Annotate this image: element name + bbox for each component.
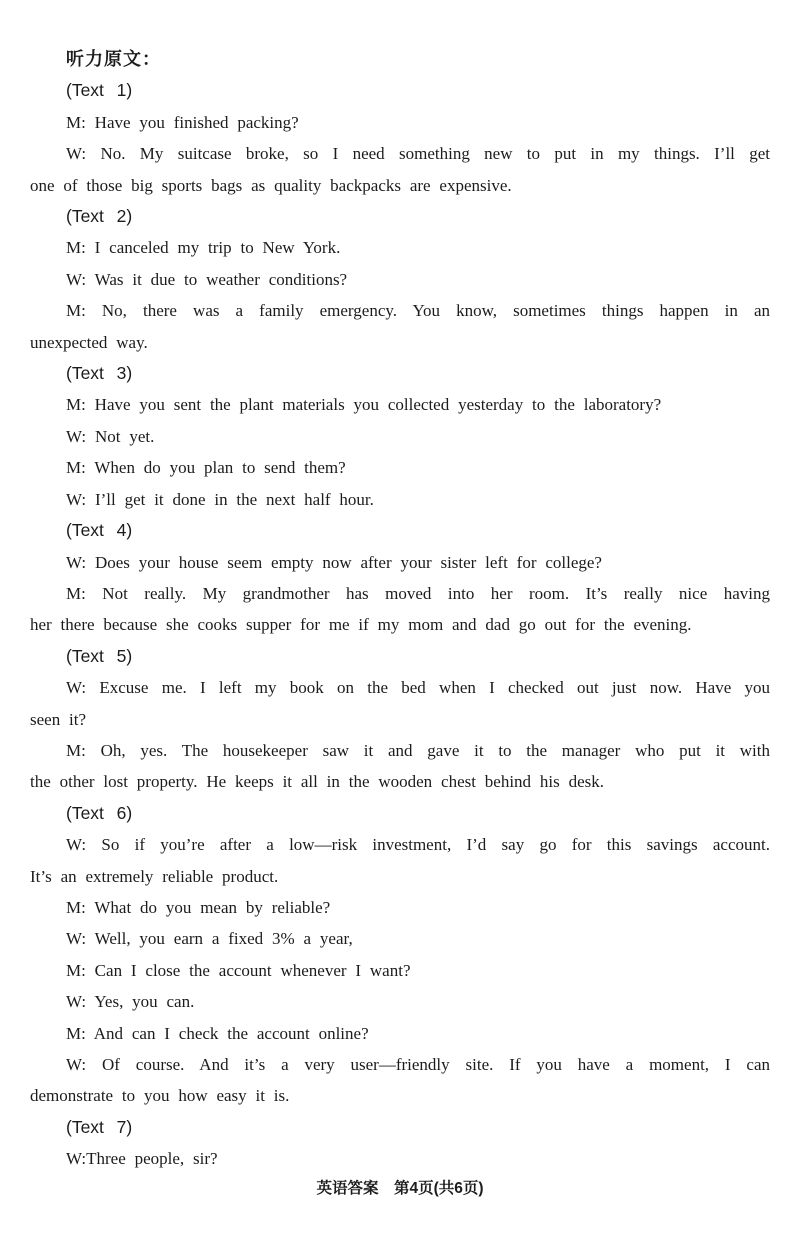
text-section-label: (Text 7) — [66, 1116, 133, 1137]
dialogue-line: M: When do you plan to send them? — [66, 458, 346, 478]
footer-page-indicator: 英语答案 第4页(共6页) — [316, 1179, 484, 1197]
text-section-label: (Text 2) — [66, 206, 133, 227]
dialogue-line: M: I canceled my trip to New York. — [66, 238, 341, 258]
text-section-label: (Text 1) — [66, 80, 133, 101]
dialogue-line: her there because she cooks supper for me if my mom and dad go out for the evening. — [30, 615, 692, 635]
dialogue-line: W: I’ll get it done in the next half hour. — [66, 489, 374, 509]
page-footer — [0, 1179, 800, 1199]
dialogue-line: seen it? — [30, 709, 87, 729]
dialogue-line: W: Excuse me. I left my book on the bed when I checked out just now. Have you — [66, 678, 770, 698]
transcript-body — [30, 75, 770, 1174]
text-section-label: (Text 4) — [66, 520, 133, 541]
dialogue-line: the other lost property. He keeps it all in the wooden chest behind his desk. — [30, 772, 604, 792]
dialogue-line: W: Not yet. — [66, 426, 155, 446]
dialogue-line: M: No, there was a family emergency. You know, sometimes things happen in an — [66, 301, 770, 321]
dialogue-line: M: Not really. My grandmother has moved into her room. It’s really nice having — [66, 583, 770, 603]
dialogue-line: unexpected way. — [30, 332, 148, 352]
text-section-label: (Text 5) — [66, 645, 133, 666]
dialogue-line: W: So if you’re after a low—risk investment, I’d say go for this savings account. — [66, 835, 770, 855]
dialogue-line: M: Can I close the account whenever I want? — [66, 960, 411, 980]
dialogue-line: demonstrate to you how easy it is. — [30, 1086, 290, 1106]
dialogue-line: W: Does your house seem empty now after your sister left for college? — [66, 552, 602, 572]
transcript-heading: 听力原文： — [66, 49, 161, 69]
dialogue-line: W: Of course. And it’s a very user—friendly site. If you have a moment, I can — [66, 1055, 770, 1074]
dialogue-line: M: Have you sent the plant materials you collected yesterday to the laboratory? — [66, 395, 662, 415]
dialogue-line: W: Well, you earn a fixed 3% a year, — [66, 929, 353, 949]
dialogue-line: one of those big sports bags as quality backpacks are expensive. — [30, 175, 512, 195]
dialogue-line: M: Have you finished packing? — [66, 112, 299, 132]
dialogue-line: W: Yes, you can. — [66, 992, 195, 1012]
dialogue-line: M: Oh, yes. The housekeeper saw it and gave it to the manager who put it with — [66, 740, 770, 760]
dialogue-line: W: Was it due to weather conditions? — [66, 269, 348, 289]
dialogue-line: It’s an extremely reliable product. — [30, 866, 279, 886]
dialogue-line: M: And can I check the account online? — [66, 1023, 369, 1043]
dialogue-line: M: What do you mean by reliable? — [66, 897, 331, 917]
dialogue-line: W:Three people, sir? — [66, 1149, 218, 1169]
dialogue-line: W: No. My suitcase broke, so I need something new to put in my things. I’ll get — [66, 144, 770, 164]
text-section-label: (Text 6) — [66, 802, 133, 823]
text-section-label: (Text 3) — [66, 363, 133, 384]
